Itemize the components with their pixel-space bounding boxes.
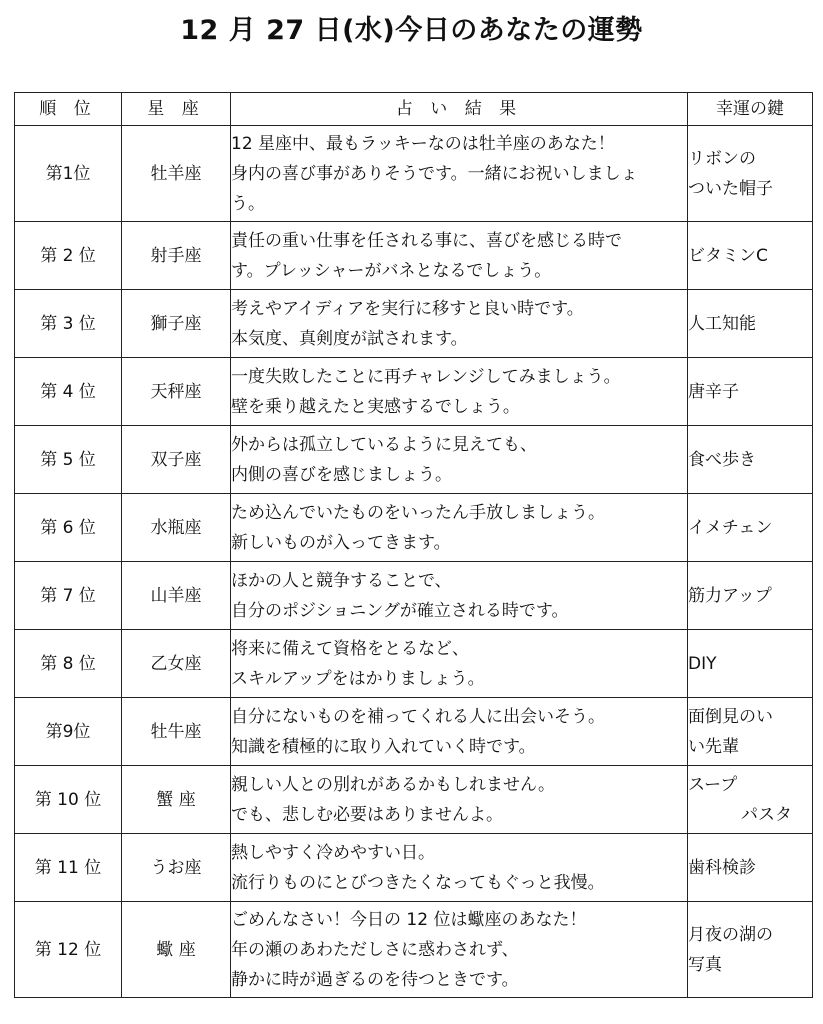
fortune-text-line: 静かに時が過ぎるのを待つときです。 [231,969,519,990]
rank-cell: 第9位 [15,698,122,766]
lucky-key-line: 月夜の湖の [688,924,773,945]
sign-cell: 山羊座 [122,562,231,630]
fortune-text-cell [231,358,688,426]
lucky-key-cell [688,902,813,998]
fortune-text-line: 一度失敗したことに再チャレンジしてみましょう。 [231,366,621,387]
fortune-text-cell [231,562,688,630]
fortune-table [14,92,813,998]
sign-cell: 牡羊座 [122,126,231,222]
sign-cell: 乙女座 [122,630,231,698]
table-row [15,358,813,426]
fortune-text-line: ごめんなさい！今日の 12 位は蠍座のあなた！ [231,909,587,930]
rank-cell: 第 2 位 [15,222,122,290]
fortune-text-cell [231,290,688,358]
rank-cell: 第 3 位 [15,290,122,358]
fortune-text-cell [231,766,688,834]
fortune-text-line: 新しいものが入ってきます。 [231,532,451,553]
fortune-text-line: 外からは孤立しているように見えても、 [231,434,537,455]
fortune-text-line: 考えやアイディアを実行に移すと良い時です。 [231,298,584,319]
fortune-text-line: 責任の重い仕事を任される事に、喜びを感じる時で [231,230,622,251]
table-row [15,902,813,998]
rank-cell: 第 10 位 [15,766,122,834]
lucky-key-line: 唐辛子 [688,381,739,402]
fortune-text-cell [231,698,688,766]
lucky-key-line: い先輩 [688,736,739,757]
lucky-key-line: DIY [688,653,717,674]
fortune-text-cell [231,834,688,902]
table-row [15,766,813,834]
lucky-key-line: ビタミンC [688,245,768,266]
fortune-text-line: 壁を乗り越えたと実感するでしょう。 [231,396,520,417]
page-title: 12 月 27 日(水)今日のあなたの運勢 [180,15,643,46]
lucky-key-line: 食べ歩き [688,449,756,470]
fortune-text-line: う。 [231,193,265,214]
rank-cell: 第 5 位 [15,426,122,494]
fortune-text-line: 12 星座中、最もラッキーなのは牡羊座のあなた！ [231,133,615,154]
sign-cell: 射手座 [122,222,231,290]
fortune-text-line: 内側の喜びを感じましょう。 [231,464,452,485]
fortune-text-cell [231,126,688,222]
fortune-text-cell [231,630,688,698]
table-row [15,698,813,766]
header-rank: 順 位 [15,93,122,126]
lucky-key-cell [688,834,813,902]
rank-cell: 第 6 位 [15,494,122,562]
header-result: 占 い 結 果 [231,93,688,126]
fortune-text-line: 流行りものにとびつきたくなってもぐっと我慢。 [231,872,605,893]
sign-cell: 牡牛座 [122,698,231,766]
fortune-text-cell [231,494,688,562]
lucky-key-cell [688,698,813,766]
fortune-text-line: す。プレッシャーがバネとなるでしょう。 [231,260,552,281]
fortune-text-line: 自分にないものを補ってくれる人に出会いそう。 [231,706,605,727]
fortune-text-cell [231,902,688,998]
fortune-text-line: ため込んでいたものをいったん手放しましょう。 [231,502,605,523]
lucky-key-line: イメチェン [688,517,773,538]
lucky-key-line: リボンの [688,148,756,169]
fortune-text-line: 本気度、真剣度が試されます。 [231,328,468,349]
lucky-key-cell [688,562,813,630]
header-lucky-key: 幸運の鍵 [688,93,813,126]
fortune-text-line: 身内の喜び事がありそうです。一緒にお祝いしましょ [231,163,638,184]
table-header-row [15,93,813,126]
sign-cell: 獅子座 [122,290,231,358]
lucky-key-line: 人工知能 [688,313,756,334]
sign-cell: 蠍 座 [122,902,231,998]
lucky-key-line: 面倒見のい [688,706,773,727]
lucky-key-line: 筋力アップ [688,585,772,606]
table-row [15,834,813,902]
table-row [15,494,813,562]
rank-cell: 第 12 位 [15,902,122,998]
table-row [15,126,813,222]
lucky-key-cell [688,290,813,358]
lucky-key-cell [688,358,813,426]
fortune-text-line: 将来に備えて資格をとるなど、 [231,638,469,659]
lucky-key-cell [688,222,813,290]
lucky-key-cell [688,766,813,834]
rank-cell: 第 8 位 [15,630,122,698]
lucky-key-line: ついた帽子 [688,178,773,199]
lucky-key-line: 写真 [688,954,722,975]
fortune-text-line: 親しい人との別れがあるかもしれません。 [231,774,556,795]
sign-cell: 蟹 座 [122,766,231,834]
rank-cell: 第1位 [15,126,122,222]
fortune-text-cell [231,426,688,494]
fortune-text-cell [231,222,688,290]
header-sign: 星 座 [122,93,231,126]
lucky-key-cell [688,126,813,222]
table-row [15,630,813,698]
rank-cell: 第 4 位 [15,358,122,426]
rank-cell: 第 7 位 [15,562,122,630]
lucky-key-line: パスタ [741,804,792,825]
lucky-key-line: 歯科検診 [688,857,756,878]
table-body [15,126,813,998]
fortune-text-line: ほかの人と競争することで、 [231,570,452,591]
rank-cell: 第 11 位 [15,834,122,902]
table-row [15,290,813,358]
sign-cell: 天秤座 [122,358,231,426]
fortune-text-line: スキルアップをはかりましょう。 [231,668,485,689]
fortune-text-line: 熱しやすく冷めやすい日。 [231,842,435,863]
fortune-text-line: 知識を積極的に取り入れていく時です。 [231,736,536,757]
table-row [15,426,813,494]
fortune-text-line: でも、悲しむ必要はありませんよ。 [231,804,503,825]
fortune-text-line: 自分のポジショニングが確立される時です。 [231,600,569,621]
lucky-key-cell [688,630,813,698]
sign-cell: 双子座 [122,426,231,494]
sign-cell: うお座 [122,834,231,902]
lucky-key-cell [688,426,813,494]
fortune-text-line: 年の瀬のあわただしさに惑わされず、 [231,939,519,960]
lucky-key-cell [688,494,813,562]
lucky-key-line: スープ [688,774,738,795]
table-row [15,222,813,290]
table-row [15,562,813,630]
sign-cell: 水瓶座 [122,494,231,562]
